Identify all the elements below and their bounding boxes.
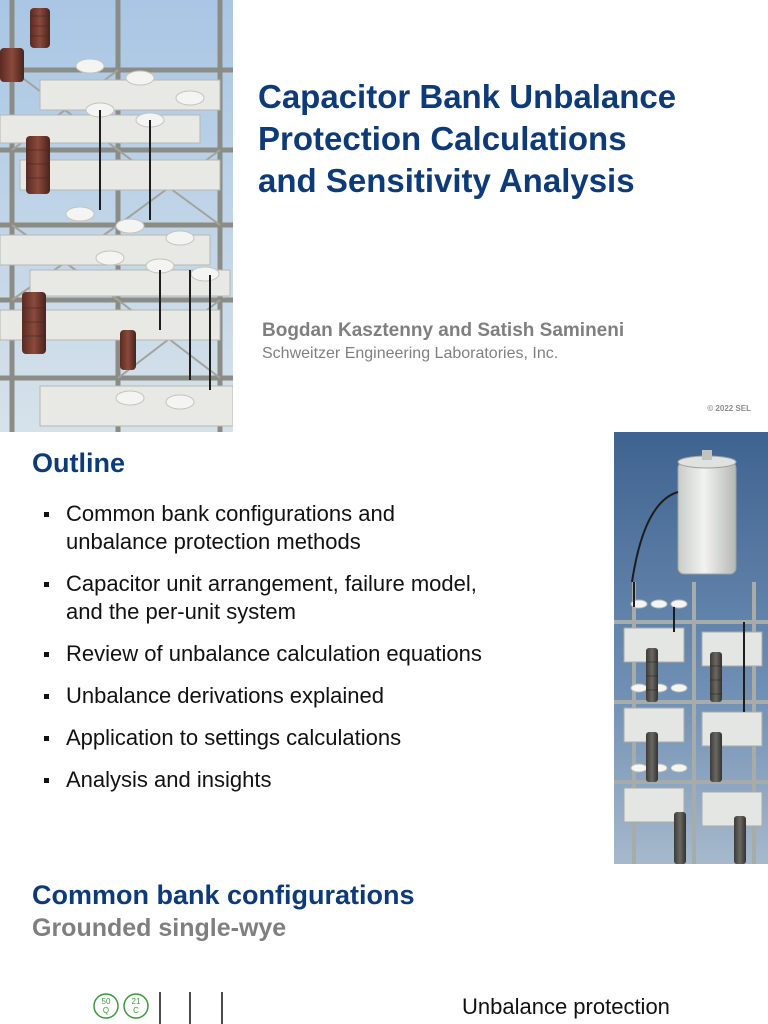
title-slide: [0, 0, 768, 432]
outline-item-line: Review of unbalance calculation equations: [66, 641, 482, 666]
copyright-notice: © 2022 SEL: [707, 404, 751, 413]
substation-photo-left: [0, 0, 233, 432]
bullet-marker-icon: [44, 512, 49, 517]
outline-item: [40, 682, 580, 710]
title-line: Capacitor Bank Unbalance: [258, 78, 677, 115]
bullet-marker-icon: [44, 694, 49, 699]
title-line: and Sensitivity Analysis: [258, 162, 635, 199]
author-names: Bogdan Kasztenny and Satish Samineni: [262, 320, 625, 341]
outline-item-line: Common bank configurations and: [66, 501, 395, 526]
presentation-title: [258, 76, 758, 202]
outline-item: [40, 640, 580, 668]
phase-lines: [160, 992, 222, 1024]
bullet-marker-icon: [44, 652, 49, 657]
author-affiliation: Schweitzer Engineering Laboratories, Inc.: [262, 345, 559, 362]
relay-50q-letter: Q: [102, 1006, 110, 1015]
outline-item-line: Application to settings calculations: [66, 725, 402, 750]
relay-50q-icon: [94, 994, 118, 1018]
outline-list: [40, 500, 580, 808]
capacitor-bank-photo-right: [614, 432, 768, 864]
relay-21c-icon: [124, 994, 148, 1018]
relay-symbols: [92, 992, 242, 1024]
bullet-marker-icon: [44, 736, 49, 741]
bullet-marker-icon: [44, 582, 49, 587]
configurations-slide: [0, 864, 768, 1024]
outline-slide: [0, 432, 768, 864]
outline-item-line: Analysis and insights: [66, 767, 272, 792]
outline-item-line: and the per-unit system: [66, 599, 296, 624]
outline-heading: Outline: [32, 448, 125, 478]
relay-50q-number: 50: [101, 997, 111, 1006]
unbalance-protection-label: Unbalance protection: [462, 994, 670, 1019]
outline-item: [40, 500, 580, 556]
relay-21c-number: 21: [131, 997, 141, 1006]
outline-item-line: unbalance protection methods: [66, 529, 361, 554]
outline-item: [40, 570, 580, 626]
section-subtitle: Grounded single-wye: [32, 914, 287, 942]
outline-item: [40, 724, 580, 752]
relay-21c-letter: C: [133, 1006, 139, 1015]
section-title: Common bank configurations: [32, 880, 415, 910]
title-line: Protection Calculations: [258, 120, 627, 157]
bullet-marker-icon: [44, 778, 49, 783]
outline-item-line: Capacitor unit arrangement, failure model,: [66, 571, 477, 596]
outline-item: [40, 766, 580, 794]
outline-item-line: Unbalance derivations explained: [66, 683, 384, 708]
